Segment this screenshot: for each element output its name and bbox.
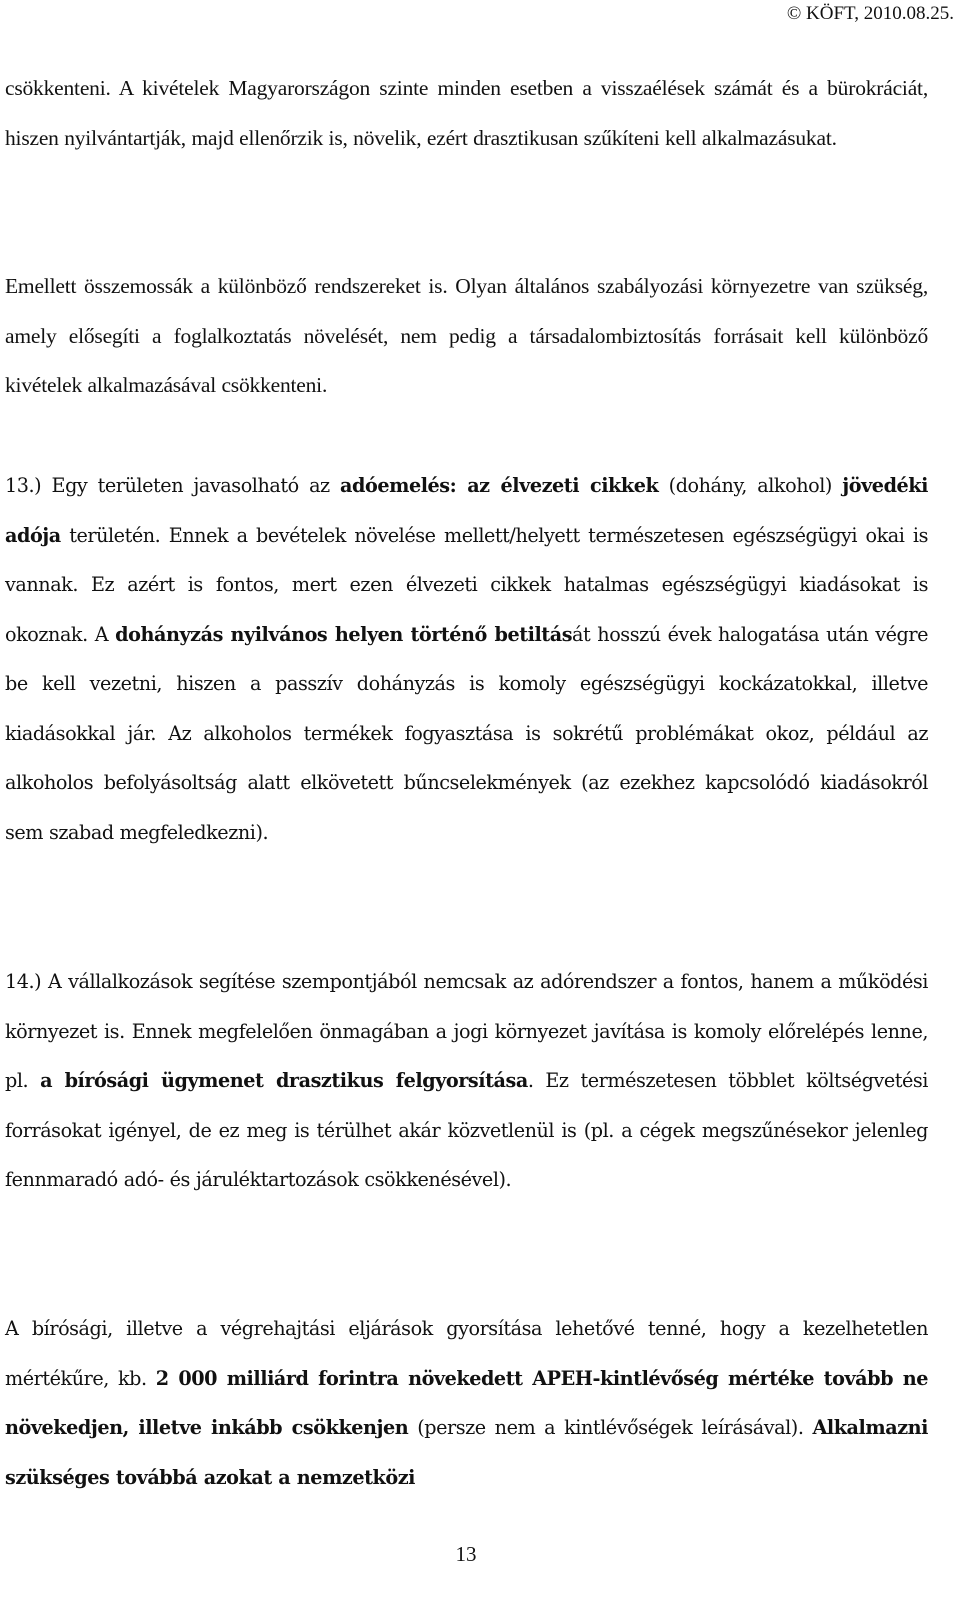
paragraph-enforcement — [5, 1304, 928, 1502]
paragraph-regulation — [5, 262, 928, 411]
paragraph-text: át hosszú évek halogatása után végre be kell vezetni, hiszen a passzív dohányzás is komoly egészségügyi kockázatokkal, illetve kiadásokkal jár. Az alkoholos termékek fogyasztása is sokrétű problémákat okoz, például az alkoholos befolyásoltság alatt elkövetett bűncselekmények (az ezekhez kapcsolódó kiadásokról sem szabad megfeledkezni). — [5, 622, 928, 844]
paragraph-text: 13.) Egy területen javasolható az — [5, 474, 341, 497]
paragraph-text: 14.) A vállalkozások segítése szempontjából nemcsak az adórendszer a fontos, hanem a működési környezet is. Ennek megfelelően önmagában a jogi környezet javítása is komoly előrelépés lenne, pl. — [5, 970, 928, 1092]
emphasis-tax-increase: adóemelés: az élvezeti cikkek — [340, 474, 659, 497]
paragraph-text: (persze nem a kintlévőségek leírásával). — [408, 1416, 813, 1439]
emphasis-court-acceleration: a bírósági ügymenet drasztikus felgyorsítása — [40, 1069, 528, 1092]
paragraph-text: csökkenteni. A kivételek Magyarországon szinte minden esetben a visszaélések számát és a bürokráciát, hiszen nyilvántartják, majd ellenőrzik is, növelik, ezért drasztikusan szűkíteni kell alkalmazásukat. — [5, 76, 928, 150]
paragraph-text: területén. Ennek a bevételek növelése mellett/helyett természetesen egészségügyi okai is vannak. Ez azért is fontos, mert ezen élvezeti cikkek hatalmas egészségügyi kiadásokat is okoznak. A — [5, 523, 928, 646]
paragraph-text: A bírósági, illetve a végrehajtási eljárások gyorsítása lehetővé tenné, hogy a kezelhetetlen mértékűre, kb. — [5, 1317, 928, 1390]
emphasis-smoking-ban: dohányzás nyilvános helyen történő betiltás — [115, 622, 573, 646]
emphasis-international: Alkalmazni szükséges továbbá azokat a nemzetközi — [5, 1416, 928, 1489]
page-number: 13 — [455, 1542, 477, 1566]
paragraph-14-business-environment — [5, 957, 928, 1205]
paragraph-13-excise-tax — [5, 461, 928, 857]
emphasis-apeh-receivables: 2 000 milliárd forintra növekedett APEH-kintlévőség mértéke tovább ne növekedjen, illetve inkább csökkenjen — [5, 1366, 928, 1439]
emphasis-excise-duty: jövedéki adója — [5, 474, 928, 547]
header-date-stamp: © KÖFT, 2010.08.25. — [786, 3, 954, 24]
paragraph-exceptions — [5, 64, 928, 163]
paragraph-text: . Ez természetesen többlet költségvetési forrásokat igényel, de ez meg is térülhet akár közvetlenül is (pl. a cégek megszűnésekor jelenleg fennmaradó adó- és járuléktartozások csökkenésével). — [5, 1069, 928, 1191]
paragraph-text: Emellett összemossák a különböző rendszereket is. Olyan általános szabályozási környezetre van szükség, amely elősegíti a foglalkoztatás növelését, nem pedig a társadalombiztosítás forrásait kell különböző kivételek alkalmazásával csökkenteni. — [5, 274, 928, 397]
paragraph-text: (dohány, alkohol) — [658, 474, 843, 497]
